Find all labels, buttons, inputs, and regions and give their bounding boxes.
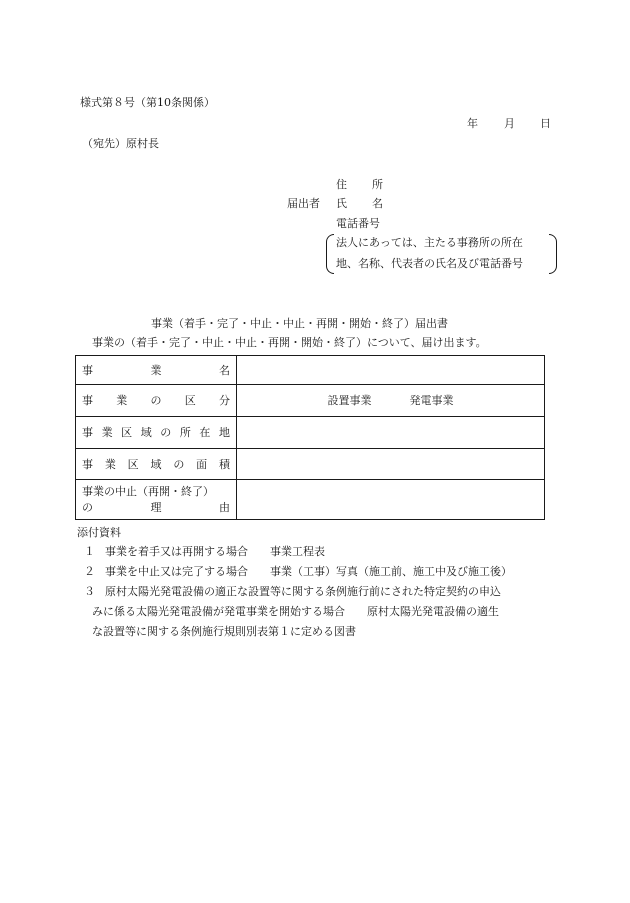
- attachment-1-num: １: [84, 545, 95, 558]
- attachment-3-line1: 原村太陽光発電設備の適正な設置等に関する条例施行前にされた特定契約の申込: [105, 585, 501, 598]
- attachment-3-line2: みに係る太陽光発電設備が発電事業を開始する場合 原村太陽光発電設備の適生: [92, 605, 499, 618]
- table-row: [76, 480, 545, 520]
- address-label-2: 所: [372, 178, 383, 191]
- site-area-value[interactable]: [237, 449, 545, 480]
- business-category-value: [237, 385, 545, 417]
- table-row: [76, 385, 545, 417]
- notification-table: [75, 355, 545, 520]
- business-name-label: 事 業 名: [76, 356, 237, 385]
- category-option-installation[interactable]: 設置事業: [327, 394, 372, 407]
- notifier-role-label: 届出者: [287, 197, 320, 210]
- corporate-note-line1: 法人にあっては、主たる事務所の所在: [336, 236, 523, 249]
- table-row: [76, 417, 545, 449]
- corporate-note-bracket-left: [326, 234, 334, 274]
- attachment-3-line3: な設置等に関する条例施行規則別表第１に定める図書: [92, 625, 356, 638]
- suspension-reason-label: 事業の中止（再開・終了） の 理 由: [76, 480, 237, 520]
- attachments-heading: 添付資料: [77, 526, 121, 539]
- corporate-note-line2: 地、名称、代表者の氏名及び電話番号: [336, 257, 523, 270]
- category-option-generation[interactable]: 発電事業: [409, 394, 454, 407]
- attachment-1-text: 事業を着手又は再開する場合 事業工程表: [105, 545, 325, 558]
- attachment-2-text: 事業を中止又は完了する場合 事業（工事）写真（施工前、施工中及び施工後）: [105, 565, 512, 578]
- site-area-label: 事 業 区 域 の 面 積: [76, 449, 237, 480]
- site-location-value[interactable]: [237, 417, 545, 449]
- document-title: 事業（着手・完了・中止・中止・再開・開始・終了）届出書: [151, 317, 448, 330]
- attachment-2-num: ２: [84, 565, 95, 578]
- attachment-3-num: ３: [84, 585, 95, 598]
- intro-text: 事業の（着手・完了・中止・中止・再開・開始・終了）について、届け出ます。: [92, 336, 487, 349]
- name-label-1: 氏: [336, 197, 347, 210]
- date-day: 日: [540, 117, 551, 130]
- addressee: （宛先）原村長: [82, 137, 159, 150]
- date-year: 年: [467, 117, 478, 130]
- business-category-label: 事 業 の 区 分: [76, 385, 237, 417]
- business-name-value[interactable]: [237, 356, 545, 385]
- corporate-note-bracket-right: [549, 234, 557, 274]
- site-location-label: 事 業 区 域 の 所 在 地: [76, 417, 237, 449]
- phone-label: 電話番号: [336, 217, 380, 230]
- table-row: [76, 356, 545, 385]
- table-row: [76, 449, 545, 480]
- address-label-1: 住: [336, 178, 347, 191]
- name-label-2: 名: [372, 197, 383, 210]
- date-month: 月: [504, 117, 515, 130]
- suspension-reason-value[interactable]: [237, 480, 545, 520]
- form-number: 様式第８号（第10条関係）: [80, 96, 215, 109]
